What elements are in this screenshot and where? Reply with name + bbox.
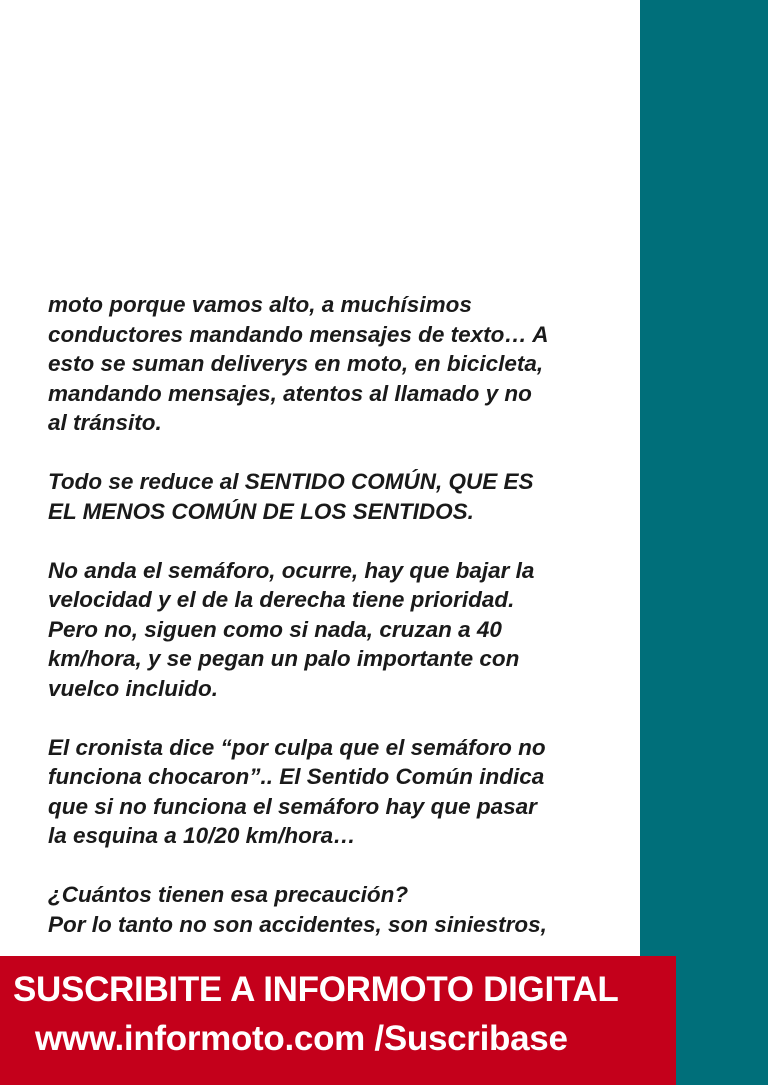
article-paragraph: El cronista dice “por culpa que el semáforo no funciona chocaron”.. El Sentido Común indica que si no funciona el semáforo hay que pasar la esquina a 10/20 km/hora… [48,734,546,848]
subscribe-banner[interactable] [0,956,676,1085]
article-body [48,290,628,939]
subscribe-url-link[interactable]: www.informoto.com /Suscribase [35,1019,568,1058]
article-paragraph: No anda el semáforo, ocurre, hay que bajar la velocidad y el de la derecha tiene prioridad. Pero no, siguen como si nada, cruzan a 40 km/hora, y se pegan un palo importante con vuelco incluido. [48,557,535,701]
article-paragraph: Todo se reduce al SENTIDO COMÚN, QUE ES EL MENOS COMÚN DE LOS SENTIDOS. [48,469,534,524]
article-paragraph: ¿Cuántos tienen esa precaución? Por lo tanto no son accidentes, son siniestros, [48,882,547,937]
side-color-band [640,0,768,1085]
article-paragraph: moto porque vamos alto, a muchísimos conductores mandando mensajes de texto… A esto se suman deliverys en moto, en bicicleta, mandando mensajes, atentos al llamado y no al tránsito. [48,292,549,435]
subscribe-headline: SUSCRIBITE A INFORMOTO DIGITAL [13,970,619,1009]
